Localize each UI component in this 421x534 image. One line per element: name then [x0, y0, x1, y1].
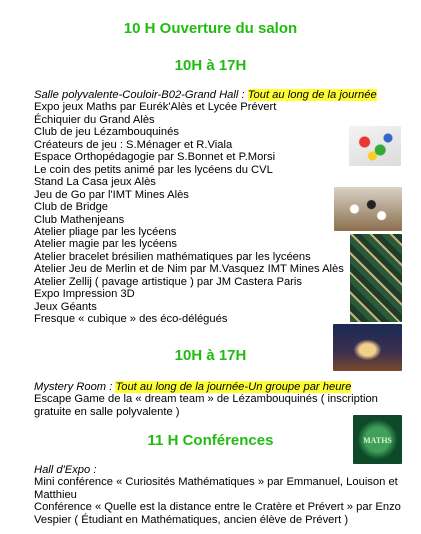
conferences-section: [34, 464, 401, 526]
salon-section: [34, 89, 377, 326]
list-item: Escape Game de la « dream team » de Lézambouquinés ( inscription: [34, 393, 378, 406]
list-item: Échiquier du Grand Alès: [34, 113, 155, 126]
list-item: Expo Impression 3D: [34, 288, 135, 301]
zellij-mosaic-image: [350, 234, 402, 322]
maths-poster-text: MATHS: [363, 436, 392, 445]
list-item: Club Mathenjeans: [34, 213, 125, 226]
salon-location-line: [34, 89, 377, 101]
title-opening: 10 H Ouverture du salon: [123, 20, 298, 37]
list-item: Stand La Casa jeux Alès: [34, 176, 156, 189]
time-slot-heading-1: 10H à 17H: [174, 57, 247, 74]
conferences-heading: 11 H Conférences: [147, 432, 274, 449]
list-item: Jeu de Go par l'IMT Mines Alès: [34, 188, 189, 201]
list-item: gratuite en salle polyvalente ): [34, 405, 180, 418]
mystery-section: [34, 381, 378, 418]
mystery-highlight: Tout au long de la journée-Un groupe par heure: [115, 381, 352, 393]
maths-poster-image: [353, 415, 402, 464]
list-item: Créateurs de jeu : S.Ménager et R.Viala: [34, 138, 233, 151]
list-item: Atelier magie par les lycéens: [34, 238, 178, 251]
list-item: Atelier bracelet brésilien mathématiques par les lycéens: [34, 250, 311, 263]
list-item: Club de jeu Lézambouquinés: [34, 126, 179, 139]
game-pieces-image: [349, 126, 401, 166]
list-item: Fresque « cubique » des éco-délégués: [34, 313, 228, 326]
mystery-room-image: [333, 324, 402, 371]
conferences-location: Hall d'Expo :: [34, 464, 97, 476]
mystery-location: Mystery Room :: [34, 381, 116, 393]
list-item: Atelier pliage par les lycéens: [34, 225, 177, 238]
list-item: Vespier ( Étudiant en Mathématiques, ancien élève de Prévert ): [34, 513, 349, 526]
salon-highlight: Tout au long de la journée: [247, 89, 377, 101]
time-slot-heading-2: 10H à 17H: [174, 347, 247, 364]
list-item: Atelier Jeu de Merlin et de Nim par M.Vasquez IMT Mines Alès: [34, 263, 344, 276]
mystery-location-line: [34, 381, 378, 393]
go-board-image: [334, 187, 402, 231]
salon-location: Salle polyvalente-Couloir-B02-Grand Hall :: [34, 89, 248, 101]
list-item: Club de Bridge: [34, 201, 109, 214]
list-item: Matthieu: [34, 488, 77, 501]
list-item: Mini conférence « Curiosités Mathématiques » par Emmanuel, Louison et: [34, 476, 398, 489]
list-item: Espace Orthopédagogie par S.Bonnet et P.Morsi: [34, 151, 276, 164]
list-item: Le coin des petits animé par les lycéens du CVL: [34, 163, 273, 176]
list-item: Conférence « Quelle est la distance entre le Cratère et Prévert » par Enzo: [34, 501, 401, 514]
list-item: Jeux Géants: [34, 300, 97, 313]
list-item: Atelier Zellij ( pavage artistique ) par JM Castera Paris: [34, 275, 302, 288]
list-item: Expo jeux Maths par Eurék'Alès et Lycée Prévert: [34, 101, 277, 114]
